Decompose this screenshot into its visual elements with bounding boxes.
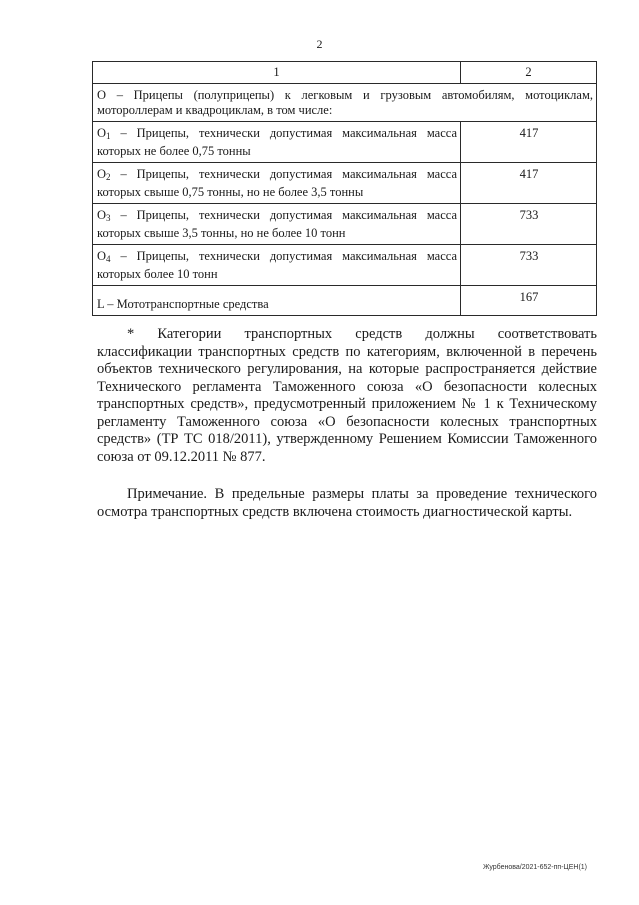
fee-table bbox=[92, 61, 597, 316]
category-subscript: 3 bbox=[106, 213, 111, 223]
category-code: L bbox=[97, 297, 105, 311]
category-code: О bbox=[97, 208, 107, 222]
fee-value: 733 bbox=[461, 245, 597, 286]
table-row bbox=[93, 286, 597, 316]
category-text: – Прицепы, технически допустимая максимальная масса которых не более 0,75 тонны bbox=[97, 126, 457, 158]
category-text: – Прицепы, технически допустимая максимальная масса которых более 10 тонн bbox=[97, 249, 457, 281]
category-text: – Мототранспортные средства bbox=[104, 297, 269, 311]
category-text: – Прицепы, технически допустимая максимальная масса которых свыше 0,75 тонны, но не более 3,5 тонны bbox=[97, 167, 457, 199]
category-description bbox=[93, 204, 461, 245]
footnote-paragraph: * Категории транспортных средств должны соответствовать классификации транспортных средств по категориям, включенной в перечень объектов технического регулирования, на которые распространяется действие Технического регламента Таможенного союза «О безопасности колесных транспортных средств», предусмотренный приложением № 1 к Техническому регламенту Таможенного союза «О безопасности колесных транспортных средств» (ТР ТС 018/2011), утвержденному Решением Комиссии Таможенного союза от 09.12.2011 № 877. bbox=[97, 326, 597, 465]
fee-value: 417 bbox=[461, 163, 597, 204]
category-subscript: 4 bbox=[106, 254, 111, 264]
document-code: Журбенова/2021-652-пп-ЦЕН(1) bbox=[482, 864, 587, 871]
fee-value: 733 bbox=[461, 204, 597, 245]
table-row bbox=[93, 163, 597, 204]
fee-value: 417 bbox=[461, 122, 597, 163]
category-description bbox=[93, 245, 461, 286]
note-paragraph: Примечание. В предельные размеры платы за проведение технического осмотра транспортных средств включена стоимость диагностической карты. bbox=[97, 486, 597, 520]
category-subscript: 2 bbox=[106, 172, 111, 182]
table-row bbox=[93, 122, 597, 163]
table-header-row bbox=[93, 62, 597, 84]
category-code: О bbox=[97, 249, 107, 263]
fee-value: 167 bbox=[461, 286, 597, 316]
page-number: 2 bbox=[316, 37, 323, 51]
category-code: О bbox=[97, 126, 107, 140]
column-header-2: 2 bbox=[461, 62, 597, 84]
category-subscript: 1 bbox=[106, 131, 111, 141]
table-group-row bbox=[93, 84, 597, 122]
table-row bbox=[93, 204, 597, 245]
column-header-1: 1 bbox=[93, 62, 461, 84]
group-row-text: О – Прицепы (полуприцепы) к легковым и грузовым автомобилям, мотоциклам, мотороллерам и квадроциклам, в том числе: bbox=[93, 84, 597, 122]
table-row bbox=[93, 245, 597, 286]
category-text: – Прицепы, технически допустимая максимальная масса которых свыше 3,5 тонны, но не более 10 тонн bbox=[97, 208, 457, 240]
category-description bbox=[93, 122, 461, 163]
category-description bbox=[93, 286, 461, 316]
category-description bbox=[93, 163, 461, 204]
category-code: О bbox=[97, 167, 107, 181]
